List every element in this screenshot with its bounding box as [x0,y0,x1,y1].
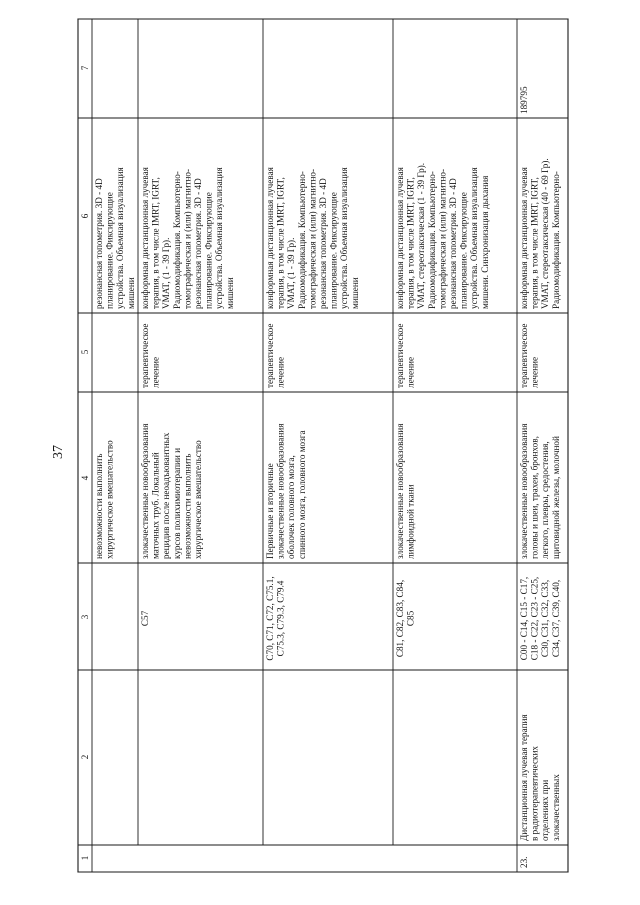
cell-text-r5-c4-line1: злокачественные новообразования [519,423,529,559]
cell-text-r3-c4-line4: спинного мозга, головного мозга [296,430,307,559]
cell-text-r1-c6-line1: резонансная топометрия. 3D - 4D [94,178,104,309]
cell-text-r4-c6-line1: конформная дистанционная лучевая [395,167,405,309]
cell-text-r4-c6-line7: планирование. Фиксирующие [458,192,469,309]
header-col-5: 5 [80,349,90,355]
cell-text-r5-c3-line2: C18 - C22, C23 - C25, [529,576,540,661]
cell-text-r5-c2-line2: в радиотерапевтических [529,745,540,841]
cell-text-r1-c4-line1: невозможности выполнить [94,453,104,559]
cell-text-r5-c5-line1: терапевтическое [519,323,529,388]
cell-text-r5-c1-line1: 23. [519,856,529,868]
cell-text-r3-c4-line3: оболочек головного мозга, [286,455,297,559]
cell-text-r3-c3-line2: C75.3, C79.3, C79.4 [275,580,286,657]
header-col-2: 2 [80,754,90,760]
cell-text-r2-c5-line2: лечение [150,356,161,388]
cell-text-r4-c6-line9: мишени. Синхронизация дыхания [479,175,490,309]
cell-text-r4-c3-line2: C85 [405,610,416,627]
cell-text-r2-c6-line4: Радиомодификация. Компьютерно- [171,171,182,309]
cell-text-r3-c6-line3: VMAT, (1 - 39 Гр). [286,237,297,309]
cell-text-r5-c4-line4: щитовидной железы, молочной [550,436,561,559]
cell-text-r2-c6-line2: терапия, в том числе IMRT, IGRT, [150,177,161,309]
cell-text-r1-c6-line3: устройства. Объемная визуализация [115,167,126,309]
cell-text-r4-c6-line3: VMAT, стереотаксическая (1 - 39 Гр). [416,162,427,309]
cell-text-r1-c6-line2: планирование. Фиксирующие [104,192,115,309]
cell-text-r5-c6-line4: Радиомодификация. Компьютерно- [550,171,561,309]
cell-text-r5-c6-line2: терапия, в том числе IMRT, IGRT, [529,177,540,309]
cell-text-r3-c6-line6: резонансная топометрия. 3D - 4D [318,178,328,309]
header-col-3: 3 [80,614,90,620]
cell-text-r4-c5-line1: терапевтическое [395,323,405,388]
cell-text-r5-c3-line4: C34, C37, C39, C40, [550,579,561,658]
cell-text-r3-c4-line2: злокачественные новообразования [275,423,286,559]
cell-text-r2-c4-line2: маточных труб. Локальный [150,452,161,559]
cell-text-r2-c6-line6: резонансная топометрия. 3D - 4D [193,178,203,309]
cell-text-r3-c6-line9: мишени [349,277,360,309]
cell-text-r4-c6-line6: резонансная топометрия. 3D - 4D [448,178,458,309]
cell-text-r4-c5-line2: лечение [405,356,416,388]
cell-text-r4-c4-line2: лимфоидной ткани [405,484,416,559]
cell-text-r5-c3-line1: C00 - C14, C15 - C17, [519,576,529,661]
cell-text-r2-c4-line1: злокачественные новообразования [140,423,150,559]
header-col-7: 7 [80,65,90,71]
cell-text-r2-c4-line3: рецидив после неоадъювантных [161,432,172,559]
cell-text-r2-c6-line1: конформная дистанционная лучевая [140,167,150,309]
cell-text-r3-c6-line8: устройства. Объемная визуализация [339,167,350,309]
cell-text-r5-c2-line4: злокачественных [550,774,561,841]
cell-text-r5-c6-line1: конформная дистанционная лучевая [519,167,529,309]
cell-text-r4-c6-line2: терапия, в том числе IMRT, IGRT, [405,177,416,309]
cell-text-r5-c2-line3: отделениях при [540,779,551,841]
cell-text-r3-c6-line7: планирование. Фиксирующие [328,192,339,309]
cell-text-r5-c4-line3: легкого, плевры, средостения, [540,441,551,559]
header-col-1: 1 [80,855,90,861]
cell-text-r2-c4-line4: курсов полихимиотерапии и [171,447,182,559]
cell-text-r5-c3-line3: C30, C31, C32, C33, [540,579,551,658]
cell-text-r3-c5-line1: терапевтическое [265,323,275,388]
cell-text-r5-c6-line3: VMAT, стереотаксическая (40 - 69 Гр). [540,158,551,309]
cell-text-r3-c6-line4: Радиомодификация. Компьютерно- [296,171,307,309]
cell-text-r3-c5-line2: лечение [275,356,286,388]
cell-text-r4-c6-line5: томографическая и (или) магнитно- [437,168,448,309]
page-number: 37 [51,445,66,459]
header-col-4: 4 [80,475,90,481]
cell-text-r2-c3-line1: C57 [140,610,150,627]
cell-text-r4-c3-line1: C81, C82, C83, C84, [395,579,405,658]
cell-text-r5-c4-line2: головы и шеи, трахеи, бронхов, [529,436,540,559]
cell-text-r5-c7-line1: 189795 [519,86,529,114]
cell-text-r4-c4-line1: злокачественные новообразования [395,423,405,559]
cell-text-r4-c6-line8: устройства. Объемная визуализация [469,167,480,309]
cell-text-r3-c6-line1: конформная дистанционная лучевая [265,167,275,309]
cell-text-r2-c6-line5: томографическая и (или) магнитно- [182,168,193,309]
cell-text-r2-c6-line3: VMAT, (1 - 39 Гр). [161,237,172,309]
cell-text-r3-c4-line1: Первичные и вторичные [265,463,275,559]
cell-text-r3-c6-line5: томографическая и (или) магнитно- [307,168,318,309]
cell-text-r2-c6-line8: устройства. Объемная визуализация [214,167,225,309]
cell-text-r2-c6-line9: мишени [224,277,235,309]
cell-text-r2-c4-line5: невозможности выполнить [182,453,193,559]
cell-text-r3-c6-line2: терапия, в том числе IMRT, IGRT, [275,177,286,309]
cell-text-r4-c6-line4: Радиомодификация. Компьютерно- [426,171,437,309]
cell-text-r2-c5-line1: терапевтическое [140,323,150,388]
cell-text-r5-c5-line2: лечение [529,356,540,388]
cell-text-r2-c6-line7: планирование. Фиксирующие [203,192,214,309]
cell-text-r1-c4-line2: хирургическое вмешательство [104,440,115,559]
header-col-6: 6 [80,213,90,219]
cell-text-r2-c4-line6: хирургическое вмешательство [193,440,203,559]
cell-text-r5-c2-line1: Дистанционная лучевая терапия [519,714,529,841]
cell-text-r3-c3-line1: C70, C71, C72, C75.1, [265,576,275,661]
cell-text-r1-c6-line4: мишени [125,277,136,309]
